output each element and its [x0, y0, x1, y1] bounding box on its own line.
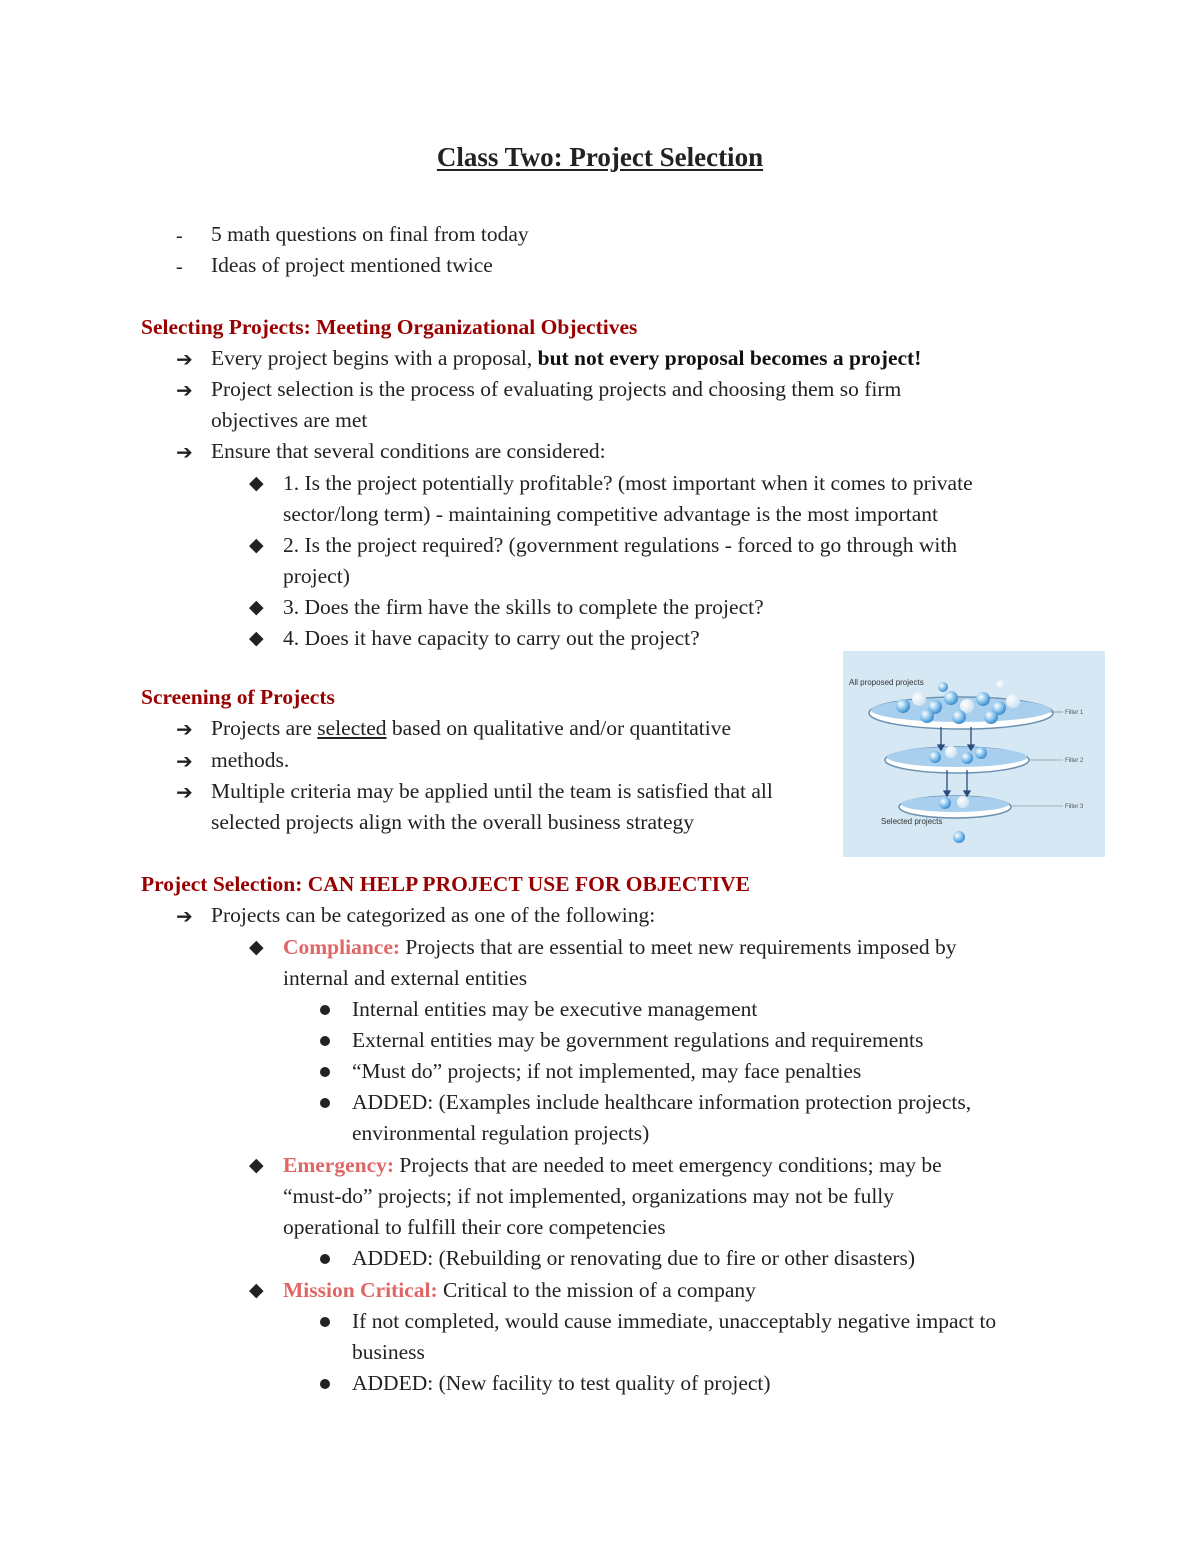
- arrow-bullet-icon: ➔: [176, 751, 193, 773]
- bullet-text: objectives are met: [211, 408, 368, 432]
- category-mission-critical: Mission Critical: Critical to the mission of a company: [283, 1278, 756, 1302]
- dash-marker: -: [176, 256, 183, 278]
- arrow-bullet-icon: ➔: [176, 782, 193, 804]
- arrow-bullet-icon: ➔: [176, 442, 193, 464]
- diamond-bullet-icon: ◆: [249, 1280, 264, 1301]
- bullet-text: Multiple criteria may be applied until the team is satisfied that all: [211, 779, 773, 803]
- sub-bullet-text: 2. Is the project required? (government regulations - forced to go through with: [283, 533, 958, 557]
- diamond-bullet-icon: ◆: [249, 597, 264, 618]
- category-compliance: Compliance: Projects that are essential to meet new requirements imposed by: [283, 935, 957, 959]
- point-text: If not completed, would cause immediate, unacceptably negative impact to: [352, 1309, 997, 1333]
- bullet-text: methods.: [211, 748, 290, 772]
- filter-label: Filter 3: [1065, 804, 1084, 810]
- arrow-bullet-icon: ➔: [176, 719, 193, 741]
- point-text: “Must do” projects; if not implemented, may face penalties: [352, 1059, 862, 1083]
- intro-item: Ideas of project mentioned twice: [211, 253, 493, 277]
- bullet-text: Ensure that several conditions are considered:: [211, 439, 606, 463]
- project-funnel-figure: [843, 651, 1105, 857]
- intro-item: 5 math questions on final from today: [211, 222, 529, 246]
- sub-bullet-text: 1. Is the project potentially profitable? (most important when it comes to private: [283, 471, 973, 495]
- sub-bullet-text: project): [283, 564, 350, 588]
- diamond-bullet-icon: ◆: [249, 535, 264, 556]
- dot-bullet-icon: [320, 1005, 330, 1015]
- dot-bullet-icon: [320, 1036, 330, 1046]
- dot-bullet-icon: [320, 1098, 330, 1108]
- point-text: business: [352, 1340, 425, 1364]
- arrow-bullet-icon: ➔: [176, 380, 193, 402]
- funnel-diagram: [843, 651, 1105, 857]
- arrow-bullet-icon: ➔: [176, 349, 193, 371]
- figure-label-bottom: Selected projects: [881, 817, 943, 826]
- dot-bullet-icon: [320, 1067, 330, 1077]
- arrow-bullet-icon: ➔: [176, 906, 193, 928]
- point-text: environmental regulation projects): [352, 1121, 650, 1145]
- sub-bullet-text: sector/long term) - maintaining competitive advantage is the most important: [283, 502, 938, 526]
- point-text: Internal entities may be executive management: [352, 997, 758, 1021]
- dot-bullet-icon: [320, 1317, 330, 1327]
- point-text: External entities may be government regulations and requirements: [352, 1028, 924, 1052]
- sub-bullet-text: 4. Does it have capacity to carry out the project?: [283, 626, 700, 650]
- dot-bullet-icon: [320, 1379, 330, 1389]
- section-heading-project-selection: Project Selection: CAN HELP PROJECT USE FOR OBJECTIVE: [141, 872, 750, 896]
- category-text: operational to fulfill their core competencies: [283, 1215, 666, 1239]
- bullet-text: selected projects align with the overall business strategy: [211, 810, 695, 834]
- filter-disk-2-top: [887, 747, 1027, 767]
- diamond-bullet-icon: ◆: [249, 473, 264, 494]
- bullet-text: Every project begins with a proposal, but not every proposal becomes a project!: [211, 346, 922, 370]
- category-text: internal and external entities: [283, 966, 528, 990]
- figure-label-top: All proposed projects: [849, 678, 924, 687]
- section-heading-selecting-projects: Selecting Projects: Meeting Organizational Objectives: [141, 315, 638, 339]
- dash-marker: -: [176, 225, 183, 247]
- filter-disk-3-top: [901, 796, 1009, 812]
- bullet-text: Project selection is the process of evaluating projects and choosing them so firm: [211, 377, 902, 401]
- diamond-bullet-icon: ◆: [249, 1155, 264, 1176]
- diamond-bullet-icon: ◆: [249, 628, 264, 649]
- point-text: ADDED: (New facility to test quality of project): [352, 1371, 771, 1395]
- point-text: ADDED: (Rebuilding or renovating due to fire or other disasters): [352, 1246, 916, 1270]
- point-text: ADDED: (Examples include healthcare information protection projects,: [352, 1090, 972, 1114]
- category-text: “must-do” projects; if not implemented, organizations may not be fully: [283, 1184, 895, 1208]
- bullet-text: Projects can be categorized as one of the following:: [211, 903, 656, 927]
- category-emergency: Emergency: Projects that are needed to meet emergency conditions; may be: [283, 1153, 942, 1177]
- diamond-bullet-icon: ◆: [249, 937, 264, 958]
- filter-label: Filter 1: [1065, 710, 1084, 716]
- bullet-text: Projects are selected based on qualitative and/or quantitative: [211, 716, 732, 740]
- dot-bullet-icon: [320, 1254, 330, 1264]
- sub-bullet-text: 3. Does the firm have the skills to complete the project?: [283, 595, 764, 619]
- page-title: Class Two: Project Selection: [436, 142, 764, 172]
- filter-label: Filter 2: [1065, 758, 1084, 764]
- section-heading-screening: Screening of Projects: [141, 685, 335, 709]
